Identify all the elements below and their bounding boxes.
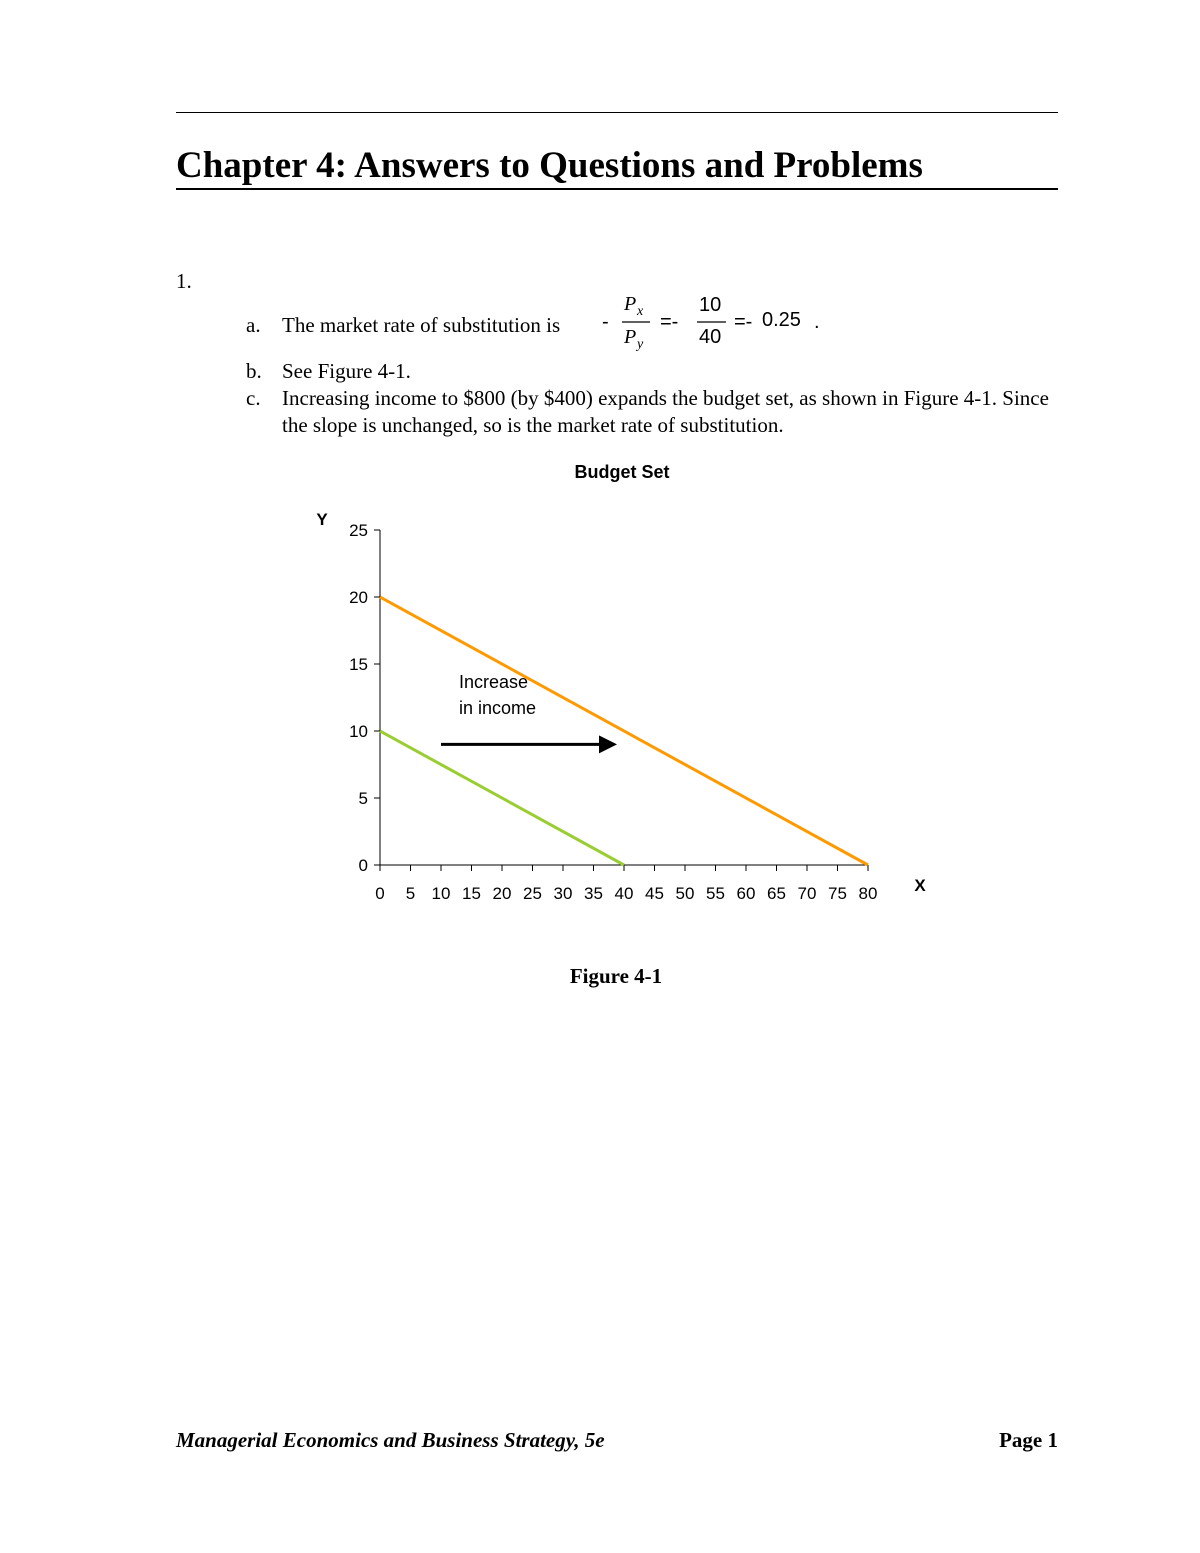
formula-num: 10 bbox=[699, 294, 722, 316]
x-tick-label: 50 bbox=[675, 884, 695, 903]
item-text: The market rate of substitution is bbox=[282, 313, 561, 337]
x-tick-label: 30 bbox=[553, 884, 573, 903]
formula-eq2: =- bbox=[734, 311, 753, 333]
x-axis-label: X bbox=[914, 876, 926, 895]
chart-title: Budget Set bbox=[574, 462, 670, 482]
x-tick-label: 0 bbox=[375, 884, 385, 903]
x-tick-label: 75 bbox=[828, 884, 847, 903]
x-tick-label: 35 bbox=[584, 884, 603, 903]
y-tick-label: 20 bbox=[349, 588, 368, 607]
x-tick-label: 25 bbox=[523, 884, 542, 903]
x-tick-label: 15 bbox=[462, 884, 481, 903]
item-text: Increasing income to $800 (by $400) expands the budget set, as shown in Figure 4-1. Since the slope is unchanged, so is the market rate of substitution. bbox=[282, 386, 1049, 437]
item-text: See Figure 4-1. bbox=[282, 359, 411, 383]
formula-py: P bbox=[624, 326, 637, 348]
annotation-text: in income bbox=[459, 698, 537, 719]
annotation-text: Increase bbox=[459, 672, 529, 693]
figure-caption: Figure 4-1 bbox=[569, 964, 663, 988]
footer-book-title: Managerial Economics and Business Strategy, 5e bbox=[176, 1428, 605, 1452]
y-tick-label: 10 bbox=[349, 722, 368, 741]
x-tick-label: 10 bbox=[431, 884, 451, 903]
x-tick-label: 55 bbox=[706, 884, 725, 903]
item-letter: a. bbox=[246, 313, 261, 337]
budget-line-2 bbox=[380, 597, 868, 865]
item-letter: c. bbox=[246, 386, 261, 410]
x-tick-label: 70 bbox=[797, 884, 817, 903]
top-rule bbox=[176, 112, 1058, 113]
formula-period: . bbox=[814, 311, 820, 333]
formula-eq1: =- bbox=[660, 311, 679, 333]
formula-px-sub: x bbox=[637, 304, 644, 319]
x-tick-label: 20 bbox=[492, 884, 512, 903]
formula-result: 0.25 bbox=[762, 309, 801, 331]
x-tick-label: 65 bbox=[767, 884, 786, 903]
formula bbox=[600, 288, 840, 358]
formula-py-sub: y bbox=[637, 337, 644, 352]
question-number: 1. bbox=[176, 269, 192, 293]
budget-line-1 bbox=[380, 731, 624, 865]
y-axis-label: Y bbox=[316, 510, 328, 529]
formula-minus: - bbox=[602, 311, 609, 333]
y-tick-label: 25 bbox=[349, 521, 368, 540]
y-tick-label: 0 bbox=[358, 856, 368, 875]
x-tick-label: 40 bbox=[614, 884, 634, 903]
formula-px: P bbox=[624, 293, 637, 315]
y-tick-label: 5 bbox=[358, 789, 368, 808]
budget-set-chart bbox=[300, 455, 940, 915]
x-tick-label: 60 bbox=[736, 884, 756, 903]
x-tick-label: 45 bbox=[645, 884, 664, 903]
x-tick-label: 80 bbox=[858, 884, 878, 903]
footer-page-number: Page 1 bbox=[999, 1428, 1058, 1452]
formula-den: 40 bbox=[699, 326, 722, 348]
x-tick-label: 5 bbox=[405, 884, 416, 903]
title-underline bbox=[176, 188, 1058, 190]
item-letter: b. bbox=[246, 359, 262, 383]
page-title: Chapter 4: Answers to Questions and Problems bbox=[176, 145, 923, 186]
y-tick-label: 15 bbox=[349, 655, 368, 674]
